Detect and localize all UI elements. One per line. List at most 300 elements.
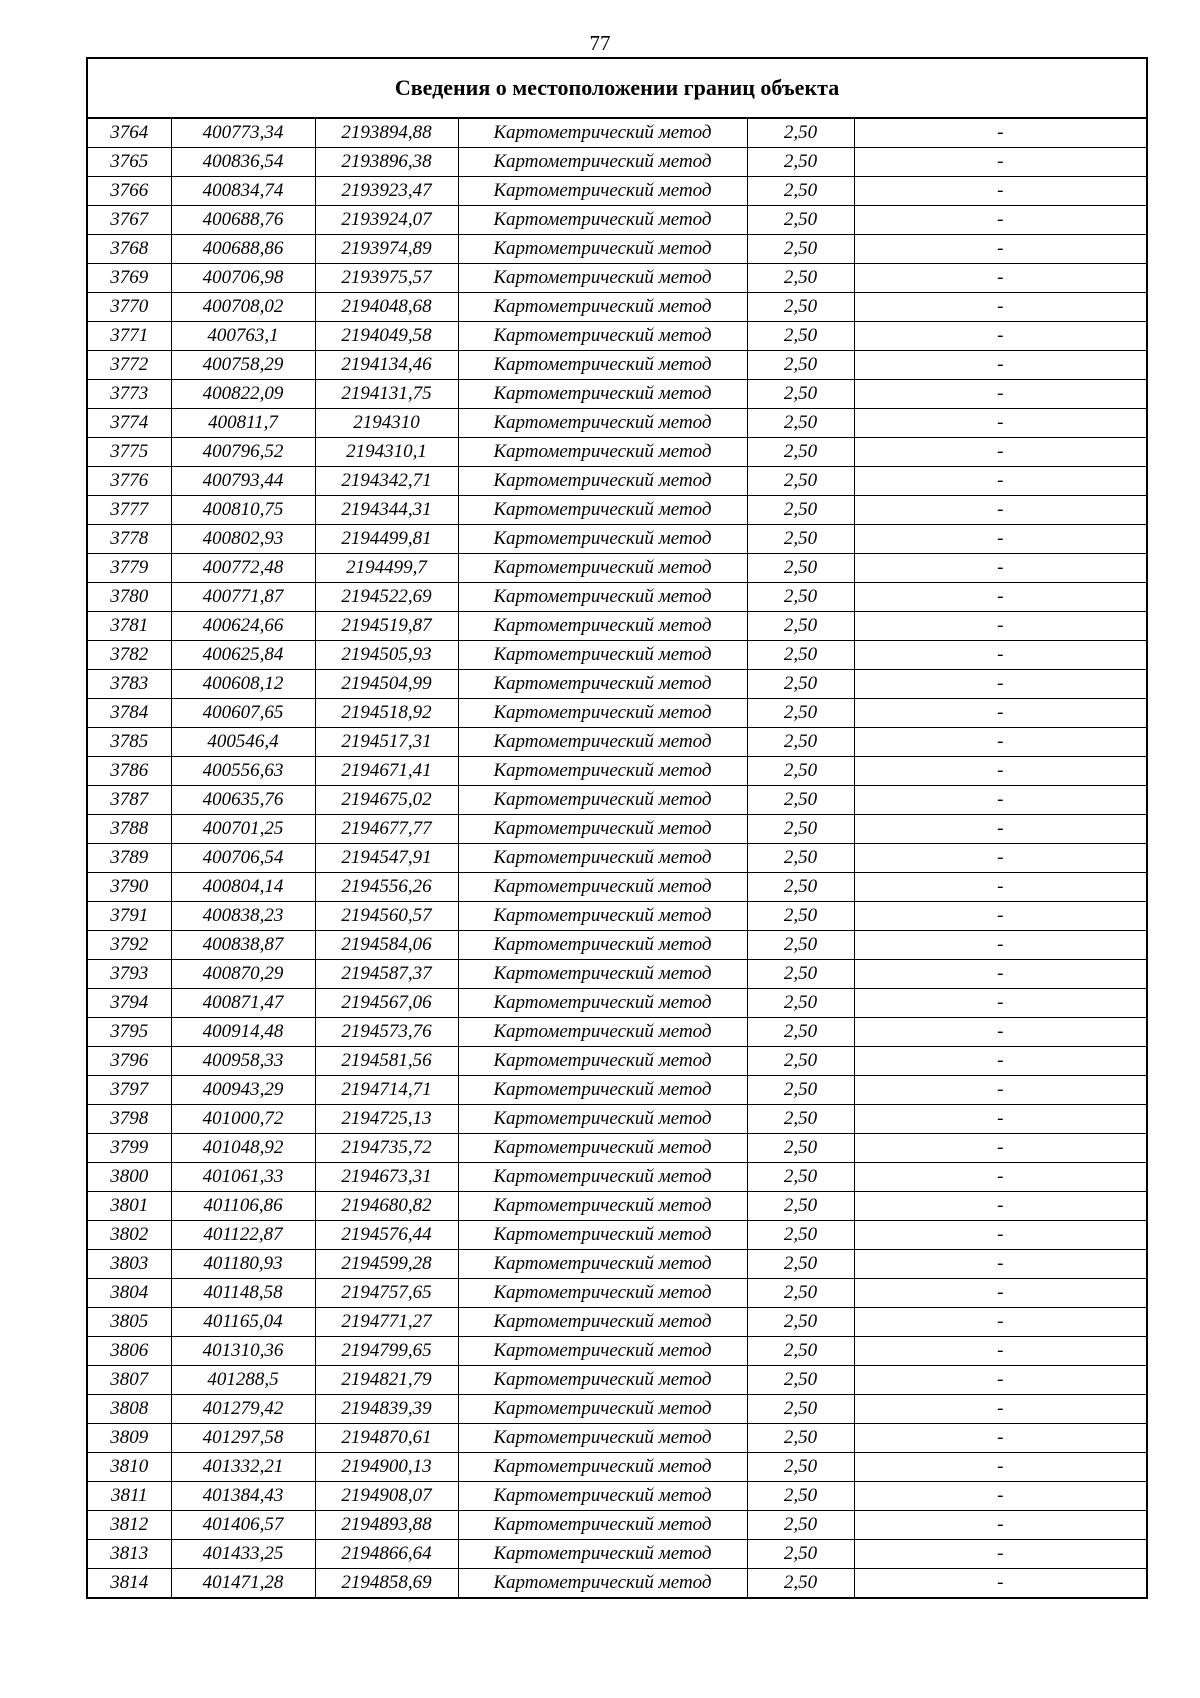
method-cell: Картометрический метод xyxy=(458,1395,747,1424)
table-row xyxy=(87,467,1147,496)
accuracy-cell: 2,50 xyxy=(747,1018,854,1047)
accuracy-cell: 2,50 xyxy=(747,931,854,960)
accuracy-cell: 2,50 xyxy=(747,1134,854,1163)
y-coordinate-cell: 2194858,69 xyxy=(315,1569,458,1599)
accuracy-cell: 2,50 xyxy=(747,496,854,525)
table-row xyxy=(87,322,1147,351)
method-cell: Картометрический метод xyxy=(458,467,747,496)
table-row xyxy=(87,1337,1147,1366)
y-coordinate-cell: 2194310,1 xyxy=(315,438,458,467)
note-cell: - xyxy=(854,1134,1147,1163)
note-cell: - xyxy=(854,583,1147,612)
point-number-cell: 3781 xyxy=(87,612,171,641)
x-coordinate-cell: 401000,72 xyxy=(171,1105,315,1134)
y-coordinate-cell: 2194587,37 xyxy=(315,960,458,989)
table-row xyxy=(87,554,1147,583)
note-cell: - xyxy=(854,1366,1147,1395)
note-cell: - xyxy=(854,902,1147,931)
note-cell: - xyxy=(854,1569,1147,1599)
point-number-cell: 3790 xyxy=(87,873,171,902)
note-cell: - xyxy=(854,757,1147,786)
accuracy-cell: 2,50 xyxy=(747,612,854,641)
note-cell: - xyxy=(854,728,1147,757)
point-number-cell: 3799 xyxy=(87,1134,171,1163)
table-row xyxy=(87,1250,1147,1279)
table-row xyxy=(87,1221,1147,1250)
x-coordinate-cell: 401433,25 xyxy=(171,1540,315,1569)
y-coordinate-cell: 2194757,65 xyxy=(315,1279,458,1308)
note-cell: - xyxy=(854,641,1147,670)
point-number-cell: 3812 xyxy=(87,1511,171,1540)
method-cell: Картометрический метод xyxy=(458,902,747,931)
point-number-cell: 3780 xyxy=(87,583,171,612)
note-cell: - xyxy=(854,960,1147,989)
point-number-cell: 3776 xyxy=(87,467,171,496)
point-number-cell: 3784 xyxy=(87,699,171,728)
accuracy-cell: 2,50 xyxy=(747,1366,854,1395)
note-cell: - xyxy=(854,235,1147,264)
table-row xyxy=(87,786,1147,815)
y-coordinate-cell: 2193923,47 xyxy=(315,177,458,206)
method-cell: Картометрический метод xyxy=(458,177,747,206)
point-number-cell: 3796 xyxy=(87,1047,171,1076)
y-coordinate-cell: 2194870,61 xyxy=(315,1424,458,1453)
method-cell: Картометрический метод xyxy=(458,1279,747,1308)
x-coordinate-cell: 400701,25 xyxy=(171,815,315,844)
method-cell: Картометрический метод xyxy=(458,380,747,409)
table-row xyxy=(87,815,1147,844)
y-coordinate-cell: 2194519,87 xyxy=(315,612,458,641)
x-coordinate-cell: 400838,23 xyxy=(171,902,315,931)
method-cell: Картометрический метод xyxy=(458,1482,747,1511)
x-coordinate-cell: 400771,87 xyxy=(171,583,315,612)
note-cell: - xyxy=(854,1279,1147,1308)
method-cell: Картометрический метод xyxy=(458,844,747,873)
point-number-cell: 3765 xyxy=(87,148,171,177)
x-coordinate-cell: 400796,52 xyxy=(171,438,315,467)
method-cell: Картометрический метод xyxy=(458,728,747,757)
note-cell: - xyxy=(854,1018,1147,1047)
method-cell: Картометрический метод xyxy=(458,1018,747,1047)
method-cell: Картометрический метод xyxy=(458,264,747,293)
x-coordinate-cell: 400625,84 xyxy=(171,641,315,670)
x-coordinate-cell: 401297,58 xyxy=(171,1424,315,1453)
x-coordinate-cell: 400608,12 xyxy=(171,670,315,699)
accuracy-cell: 2,50 xyxy=(747,583,854,612)
y-coordinate-cell: 2194735,72 xyxy=(315,1134,458,1163)
table-row xyxy=(87,118,1147,148)
accuracy-cell: 2,50 xyxy=(747,293,854,322)
x-coordinate-cell: 401406,57 xyxy=(171,1511,315,1540)
note-cell: - xyxy=(854,438,1147,467)
y-coordinate-cell: 2194131,75 xyxy=(315,380,458,409)
accuracy-cell: 2,50 xyxy=(747,1105,854,1134)
table-row xyxy=(87,1163,1147,1192)
x-coordinate-cell: 400706,54 xyxy=(171,844,315,873)
accuracy-cell: 2,50 xyxy=(747,1482,854,1511)
note-cell: - xyxy=(854,1540,1147,1569)
point-number-cell: 3806 xyxy=(87,1337,171,1366)
method-cell: Картометрический метод xyxy=(458,1105,747,1134)
method-cell: Картометрический метод xyxy=(458,322,747,351)
method-cell: Картометрический метод xyxy=(458,612,747,641)
y-coordinate-cell: 2194547,91 xyxy=(315,844,458,873)
method-cell: Картометрический метод xyxy=(458,1308,747,1337)
table-row xyxy=(87,728,1147,757)
table-header-row xyxy=(87,58,1147,118)
note-cell: - xyxy=(854,293,1147,322)
point-number-cell: 3787 xyxy=(87,786,171,815)
point-number-cell: 3772 xyxy=(87,351,171,380)
x-coordinate-cell: 400793,44 xyxy=(171,467,315,496)
note-cell: - xyxy=(854,815,1147,844)
point-number-cell: 3771 xyxy=(87,322,171,351)
y-coordinate-cell: 2194771,27 xyxy=(315,1308,458,1337)
table-row xyxy=(87,148,1147,177)
note-cell: - xyxy=(854,525,1147,554)
y-coordinate-cell: 2194505,93 xyxy=(315,641,458,670)
method-cell: Картометрический метод xyxy=(458,757,747,786)
x-coordinate-cell: 400838,87 xyxy=(171,931,315,960)
x-coordinate-cell: 401180,93 xyxy=(171,1250,315,1279)
x-coordinate-cell: 400688,76 xyxy=(171,206,315,235)
accuracy-cell: 2,50 xyxy=(747,264,854,293)
y-coordinate-cell: 2193896,38 xyxy=(315,148,458,177)
table-row xyxy=(87,1395,1147,1424)
note-cell: - xyxy=(854,554,1147,583)
table-row xyxy=(87,844,1147,873)
y-coordinate-cell: 2193894,88 xyxy=(315,118,458,148)
x-coordinate-cell: 401288,5 xyxy=(171,1366,315,1395)
table-row xyxy=(87,1279,1147,1308)
point-number-cell: 3798 xyxy=(87,1105,171,1134)
x-coordinate-cell: 400763,1 xyxy=(171,322,315,351)
x-coordinate-cell: 401471,28 xyxy=(171,1569,315,1599)
note-cell: - xyxy=(854,322,1147,351)
method-cell: Картометрический метод xyxy=(458,1366,747,1395)
point-number-cell: 3775 xyxy=(87,438,171,467)
note-cell: - xyxy=(854,786,1147,815)
y-coordinate-cell: 2194671,41 xyxy=(315,757,458,786)
x-coordinate-cell: 400772,48 xyxy=(171,554,315,583)
y-coordinate-cell: 2193924,07 xyxy=(315,206,458,235)
accuracy-cell: 2,50 xyxy=(747,960,854,989)
method-cell: Картометрический метод xyxy=(458,351,747,380)
y-coordinate-cell: 2194893,88 xyxy=(315,1511,458,1540)
x-coordinate-cell: 400871,47 xyxy=(171,989,315,1018)
point-number-cell: 3811 xyxy=(87,1482,171,1511)
point-number-cell: 3805 xyxy=(87,1308,171,1337)
accuracy-cell: 2,50 xyxy=(747,757,854,786)
x-coordinate-cell: 400943,29 xyxy=(171,1076,315,1105)
x-coordinate-cell: 401061,33 xyxy=(171,1163,315,1192)
method-cell: Картометрический метод xyxy=(458,1076,747,1105)
accuracy-cell: 2,50 xyxy=(747,554,854,583)
y-coordinate-cell: 2194499,81 xyxy=(315,525,458,554)
method-cell: Картометрический метод xyxy=(458,960,747,989)
accuracy-cell: 2,50 xyxy=(747,699,854,728)
table-row xyxy=(87,1076,1147,1105)
method-cell: Картометрический метод xyxy=(458,525,747,554)
x-coordinate-cell: 400804,14 xyxy=(171,873,315,902)
x-coordinate-cell: 401122,87 xyxy=(171,1221,315,1250)
note-cell: - xyxy=(854,206,1147,235)
accuracy-cell: 2,50 xyxy=(747,1308,854,1337)
method-cell: Картометрический метод xyxy=(458,409,747,438)
accuracy-cell: 2,50 xyxy=(747,815,854,844)
point-number-cell: 3769 xyxy=(87,264,171,293)
accuracy-cell: 2,50 xyxy=(747,1250,854,1279)
y-coordinate-cell: 2193975,57 xyxy=(315,264,458,293)
note-cell: - xyxy=(854,148,1147,177)
table-row xyxy=(87,1540,1147,1569)
note-cell: - xyxy=(854,670,1147,699)
method-cell: Картометрический метод xyxy=(458,1453,747,1482)
accuracy-cell: 2,50 xyxy=(747,728,854,757)
y-coordinate-cell: 2194677,77 xyxy=(315,815,458,844)
y-coordinate-cell: 2194581,56 xyxy=(315,1047,458,1076)
y-coordinate-cell: 2194560,57 xyxy=(315,902,458,931)
y-coordinate-cell: 2194344,31 xyxy=(315,496,458,525)
y-coordinate-cell: 2194599,28 xyxy=(315,1250,458,1279)
table-row xyxy=(87,931,1147,960)
point-number-cell: 3802 xyxy=(87,1221,171,1250)
point-number-cell: 3778 xyxy=(87,525,171,554)
note-cell: - xyxy=(854,1076,1147,1105)
table-row xyxy=(87,351,1147,380)
y-coordinate-cell: 2193974,89 xyxy=(315,235,458,264)
note-cell: - xyxy=(854,118,1147,148)
table-row xyxy=(87,206,1147,235)
x-coordinate-cell: 400708,02 xyxy=(171,293,315,322)
y-coordinate-cell: 2194310 xyxy=(315,409,458,438)
table-row xyxy=(87,1018,1147,1047)
y-coordinate-cell: 2194900,13 xyxy=(315,1453,458,1482)
point-number-cell: 3814 xyxy=(87,1569,171,1599)
point-number-cell: 3791 xyxy=(87,902,171,931)
y-coordinate-cell: 2194342,71 xyxy=(315,467,458,496)
accuracy-cell: 2,50 xyxy=(747,235,854,264)
point-number-cell: 3766 xyxy=(87,177,171,206)
accuracy-cell: 2,50 xyxy=(747,525,854,554)
point-number-cell: 3808 xyxy=(87,1395,171,1424)
table-row xyxy=(87,960,1147,989)
x-coordinate-cell: 400870,29 xyxy=(171,960,315,989)
method-cell: Картометрический метод xyxy=(458,815,747,844)
accuracy-cell: 2,50 xyxy=(747,118,854,148)
x-coordinate-cell: 400546,4 xyxy=(171,728,315,757)
table-row xyxy=(87,1453,1147,1482)
accuracy-cell: 2,50 xyxy=(747,1511,854,1540)
point-number-cell: 3777 xyxy=(87,496,171,525)
table-body xyxy=(87,118,1147,1598)
method-cell: Картометрический метод xyxy=(458,786,747,815)
accuracy-cell: 2,50 xyxy=(747,1192,854,1221)
table-row xyxy=(87,1105,1147,1134)
y-coordinate-cell: 2194504,99 xyxy=(315,670,458,699)
note-cell: - xyxy=(854,1453,1147,1482)
table-row xyxy=(87,1424,1147,1453)
accuracy-cell: 2,50 xyxy=(747,1569,854,1599)
table-row xyxy=(87,177,1147,206)
method-cell: Картометрический метод xyxy=(458,641,747,670)
accuracy-cell: 2,50 xyxy=(747,322,854,351)
note-cell: - xyxy=(854,1047,1147,1076)
method-cell: Картометрический метод xyxy=(458,1192,747,1221)
note-cell: - xyxy=(854,1308,1147,1337)
table-row xyxy=(87,583,1147,612)
y-coordinate-cell: 2194799,65 xyxy=(315,1337,458,1366)
note-cell: - xyxy=(854,1221,1147,1250)
method-cell: Картометрический метод xyxy=(458,118,747,148)
accuracy-cell: 2,50 xyxy=(747,380,854,409)
method-cell: Картометрический метод xyxy=(458,1540,747,1569)
x-coordinate-cell: 401384,43 xyxy=(171,1482,315,1511)
note-cell: - xyxy=(854,1482,1147,1511)
note-cell: - xyxy=(854,1395,1147,1424)
table-row xyxy=(87,235,1147,264)
point-number-cell: 3770 xyxy=(87,293,171,322)
x-coordinate-cell: 401310,36 xyxy=(171,1337,315,1366)
accuracy-cell: 2,50 xyxy=(747,641,854,670)
x-coordinate-cell: 400688,86 xyxy=(171,235,315,264)
page-number: 77 xyxy=(589,31,611,55)
point-number-cell: 3800 xyxy=(87,1163,171,1192)
table-row xyxy=(87,1482,1147,1511)
accuracy-cell: 2,50 xyxy=(747,1279,854,1308)
method-cell: Картометрический метод xyxy=(458,699,747,728)
table-row xyxy=(87,496,1147,525)
y-coordinate-cell: 2194573,76 xyxy=(315,1018,458,1047)
table-row xyxy=(87,380,1147,409)
method-cell: Картометрический метод xyxy=(458,206,747,235)
point-number-cell: 3792 xyxy=(87,931,171,960)
x-coordinate-cell: 400811,7 xyxy=(171,409,315,438)
note-cell: - xyxy=(854,380,1147,409)
y-coordinate-cell: 2194584,06 xyxy=(315,931,458,960)
y-coordinate-cell: 2194714,71 xyxy=(315,1076,458,1105)
point-number-cell: 3813 xyxy=(87,1540,171,1569)
point-number-cell: 3785 xyxy=(87,728,171,757)
y-coordinate-cell: 2194499,7 xyxy=(315,554,458,583)
accuracy-cell: 2,50 xyxy=(747,1453,854,1482)
y-coordinate-cell: 2194821,79 xyxy=(315,1366,458,1395)
y-coordinate-cell: 2194673,31 xyxy=(315,1163,458,1192)
point-number-cell: 3804 xyxy=(87,1279,171,1308)
note-cell: - xyxy=(854,1337,1147,1366)
note-cell: - xyxy=(854,844,1147,873)
note-cell: - xyxy=(854,467,1147,496)
x-coordinate-cell: 400607,65 xyxy=(171,699,315,728)
point-number-cell: 3788 xyxy=(87,815,171,844)
method-cell: Картометрический метод xyxy=(458,235,747,264)
x-coordinate-cell: 400706,98 xyxy=(171,264,315,293)
table-row xyxy=(87,293,1147,322)
point-number-cell: 3779 xyxy=(87,554,171,583)
x-coordinate-cell: 400556,63 xyxy=(171,757,315,786)
accuracy-cell: 2,50 xyxy=(747,844,854,873)
x-coordinate-cell: 401106,86 xyxy=(171,1192,315,1221)
note-cell: - xyxy=(854,612,1147,641)
x-coordinate-cell: 400836,54 xyxy=(171,148,315,177)
point-number-cell: 3810 xyxy=(87,1453,171,1482)
note-cell: - xyxy=(854,264,1147,293)
point-number-cell: 3773 xyxy=(87,380,171,409)
y-coordinate-cell: 2194556,26 xyxy=(315,873,458,902)
y-coordinate-cell: 2194675,02 xyxy=(315,786,458,815)
method-cell: Картометрический метод xyxy=(458,1221,747,1250)
method-cell: Картометрический метод xyxy=(458,1569,747,1599)
method-cell: Картометрический метод xyxy=(458,989,747,1018)
accuracy-cell: 2,50 xyxy=(747,148,854,177)
y-coordinate-cell: 2194522,69 xyxy=(315,583,458,612)
point-number-cell: 3783 xyxy=(87,670,171,699)
point-number-cell: 3809 xyxy=(87,1424,171,1453)
table-row xyxy=(87,1192,1147,1221)
note-cell: - xyxy=(854,1105,1147,1134)
accuracy-cell: 2,50 xyxy=(747,351,854,380)
table-row xyxy=(87,1308,1147,1337)
method-cell: Картометрический метод xyxy=(458,1134,747,1163)
accuracy-cell: 2,50 xyxy=(747,989,854,1018)
note-cell: - xyxy=(854,1250,1147,1279)
accuracy-cell: 2,50 xyxy=(747,1163,854,1192)
x-coordinate-cell: 401048,92 xyxy=(171,1134,315,1163)
accuracy-cell: 2,50 xyxy=(747,1395,854,1424)
table-row xyxy=(87,1569,1147,1599)
x-coordinate-cell: 400810,75 xyxy=(171,496,315,525)
y-coordinate-cell: 2194839,39 xyxy=(315,1395,458,1424)
x-coordinate-cell: 400635,76 xyxy=(171,786,315,815)
x-coordinate-cell: 400822,09 xyxy=(171,380,315,409)
note-cell: - xyxy=(854,409,1147,438)
x-coordinate-cell: 401332,21 xyxy=(171,1453,315,1482)
y-coordinate-cell: 2194517,31 xyxy=(315,728,458,757)
y-coordinate-cell: 2194680,82 xyxy=(315,1192,458,1221)
method-cell: Картометрический метод xyxy=(458,1163,747,1192)
point-number-cell: 3767 xyxy=(87,206,171,235)
x-coordinate-cell: 400624,66 xyxy=(171,612,315,641)
method-cell: Картометрический метод xyxy=(458,1337,747,1366)
method-cell: Картометрический метод xyxy=(458,496,747,525)
table-row xyxy=(87,1047,1147,1076)
method-cell: Картометрический метод xyxy=(458,554,747,583)
x-coordinate-cell: 401165,04 xyxy=(171,1308,315,1337)
x-coordinate-cell: 401279,42 xyxy=(171,1395,315,1424)
accuracy-cell: 2,50 xyxy=(747,1221,854,1250)
note-cell: - xyxy=(854,177,1147,206)
table-row xyxy=(87,264,1147,293)
note-cell: - xyxy=(854,873,1147,902)
method-cell: Картометрический метод xyxy=(458,438,747,467)
table-row xyxy=(87,989,1147,1018)
accuracy-cell: 2,50 xyxy=(747,206,854,235)
table-row xyxy=(87,873,1147,902)
point-number-cell: 3803 xyxy=(87,1250,171,1279)
point-number-cell: 3774 xyxy=(87,409,171,438)
accuracy-cell: 2,50 xyxy=(747,1540,854,1569)
y-coordinate-cell: 2194576,44 xyxy=(315,1221,458,1250)
method-cell: Картометрический метод xyxy=(458,873,747,902)
point-number-cell: 3797 xyxy=(87,1076,171,1105)
accuracy-cell: 2,50 xyxy=(747,409,854,438)
accuracy-cell: 2,50 xyxy=(747,1047,854,1076)
point-number-cell: 3768 xyxy=(87,235,171,264)
table-row xyxy=(87,409,1147,438)
x-coordinate-cell: 400758,29 xyxy=(171,351,315,380)
accuracy-cell: 2,50 xyxy=(747,670,854,699)
point-number-cell: 3795 xyxy=(87,1018,171,1047)
